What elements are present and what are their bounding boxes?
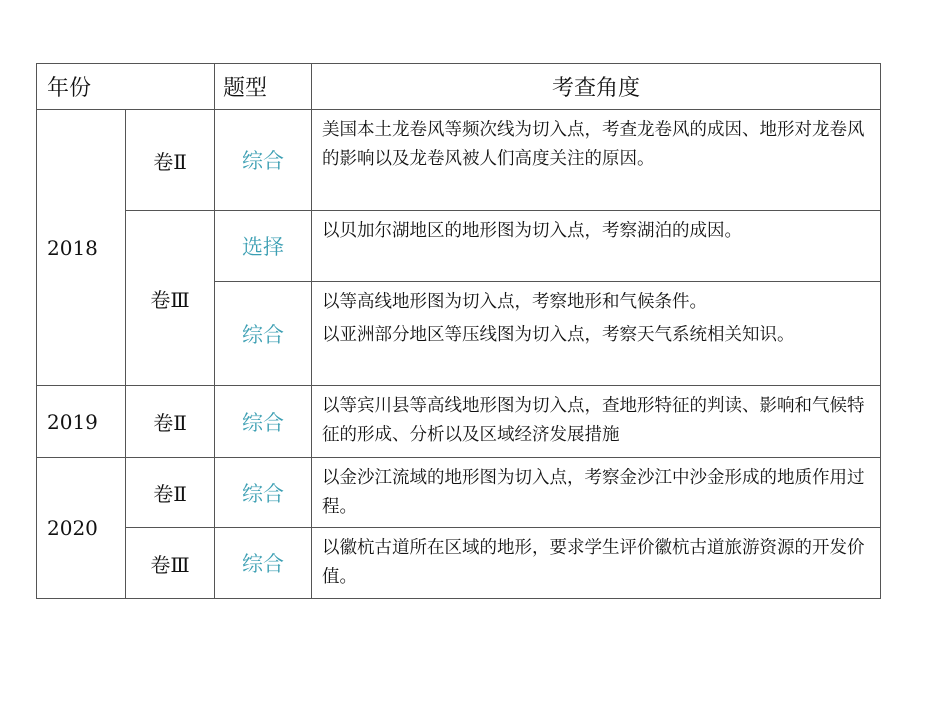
description-text: 以亚洲部分地区等压线图为切入点，考察天气系统相关知识。 bbox=[322, 325, 795, 345]
header-row bbox=[37, 64, 881, 110]
table-row bbox=[37, 458, 881, 528]
question-type-cell: 综合 bbox=[215, 282, 312, 386]
volume-cell: 卷Ⅲ bbox=[126, 528, 215, 599]
description-cell bbox=[312, 458, 881, 528]
question-type-cell: 综合 bbox=[215, 458, 312, 528]
year-cell: 2019 bbox=[37, 386, 126, 458]
volume-cell: 卷Ⅱ bbox=[126, 458, 215, 528]
description-cell bbox=[312, 211, 881, 282]
table-row bbox=[37, 110, 881, 211]
volume-cell: 卷Ⅱ bbox=[126, 110, 215, 211]
question-type-cell: 综合 bbox=[215, 528, 312, 599]
description-cell bbox=[312, 528, 881, 599]
description-text: 以贝加尔湖地区的地形图为切入点，考察湖泊的成因。 bbox=[322, 221, 743, 241]
description-text: 以等宾川县等高线地形图为切入点，查地形特征的判读、影响和气候特征的形成、分析以及区域经济发展措施 bbox=[322, 396, 865, 445]
table-row bbox=[37, 386, 881, 458]
question-type-cell: 综合 bbox=[215, 110, 312, 211]
description-cell bbox=[312, 110, 881, 211]
description-text: 以等高线地形图为切入点，考察地形和气候条件。 bbox=[322, 292, 708, 312]
volume-cell: 卷Ⅱ bbox=[126, 386, 215, 458]
year-cell: 2018 bbox=[37, 110, 126, 386]
header-angle: 考查角度 bbox=[312, 64, 881, 110]
question-type-cell: 选择 bbox=[215, 211, 312, 282]
year-cell: 2020 bbox=[37, 458, 126, 599]
description-cell bbox=[312, 282, 881, 386]
volume-cell: 卷Ⅲ bbox=[126, 211, 215, 386]
description-text: 以金沙江流域的地形图为切入点，考察金沙江中沙金形成的地质作用过程。 bbox=[322, 468, 865, 517]
header-year: 年份 bbox=[37, 64, 215, 110]
question-type-cell: 综合 bbox=[215, 386, 312, 458]
description-text: 以徽杭古道所在区域的地形，要求学生评价徽杭古道旅游资源的开发价值。 bbox=[322, 538, 865, 587]
description-cell bbox=[312, 386, 881, 458]
table-row bbox=[37, 211, 881, 282]
exam-analysis-table bbox=[36, 63, 881, 599]
description-text: 美国本土龙卷风等频次线为切入点，考查龙卷风的成因、地形对龙卷风的影响以及龙卷风被人们高度关注的原因。 bbox=[322, 120, 865, 169]
table-row bbox=[37, 528, 881, 599]
header-type: 题型 bbox=[215, 64, 312, 110]
